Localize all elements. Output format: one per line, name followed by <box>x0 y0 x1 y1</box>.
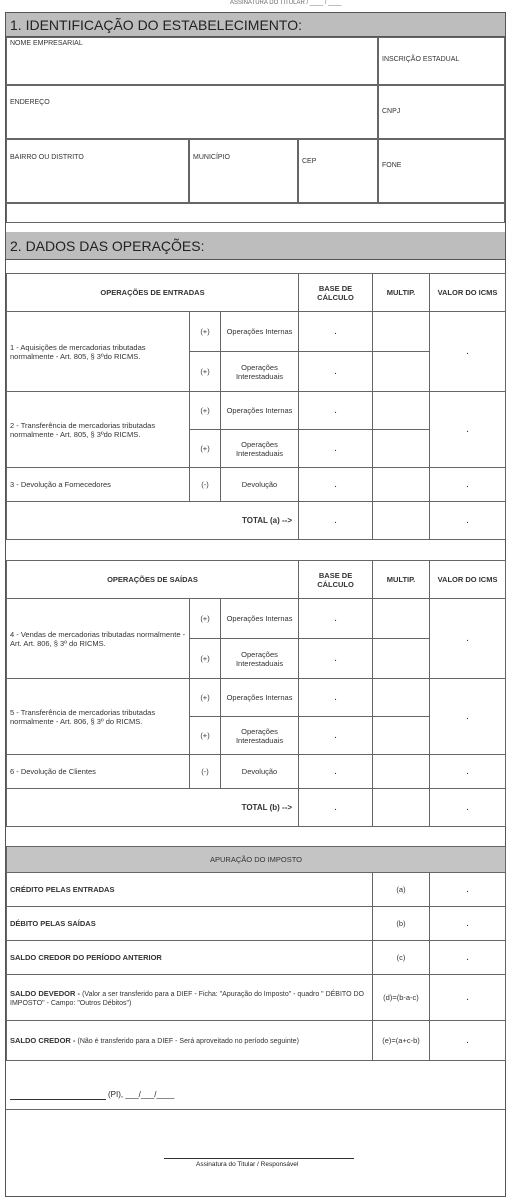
label-inscricao-estadual: INSCRIÇÃO ESTADUAL <box>382 56 460 63</box>
entradas-table <box>6 273 506 540</box>
footer-area <box>6 1109 505 1196</box>
label-endereco: ENDEREÇO <box>10 99 50 106</box>
saida-row-4-valor[interactable]: . <box>430 599 506 679</box>
field-cep[interactable] <box>298 139 378 203</box>
saidas-total-valor[interactable]: . <box>430 789 506 827</box>
saida-row-4-multip1[interactable] <box>373 599 430 639</box>
saida-row-6-valor[interactable]: . <box>430 755 506 789</box>
apuracao-row-credito-label: CRÉDITO PELAS ENTRADAS <box>7 873 373 907</box>
saida-row-5-multip2[interactable] <box>373 717 430 755</box>
section1-title <box>6 13 505 37</box>
saida-row-5-op1: Operações Internas <box>221 679 299 717</box>
field-fone[interactable] <box>378 139 505 203</box>
apuracao-row-debito-label: DÉBITO PELAS SAÍDAS <box>7 907 373 941</box>
apuracao-title: APURAÇÃO DO IMPOSTO <box>7 847 506 873</box>
entradas-total-valor[interactable]: . <box>430 502 506 540</box>
entrada-row-2-valor[interactable]: . <box>430 392 506 468</box>
apuracao-row-saldo-devedor-value[interactable]: . <box>430 975 506 1021</box>
apuracao-row-credito-code: (a) <box>373 873 430 907</box>
saida-row-5-base2[interactable]: . <box>299 717 373 755</box>
apuracao-row-saldo-devedor-note: (Valor a ser transferido para a DIEF - Ficha: "Apuração do Imposto" - quadro " DÉBITO DO IMPOSTO" - Campo: "Outros Débitos") <box>10 990 364 1007</box>
entrada-row-3-multip[interactable] <box>373 468 430 502</box>
apuracao-table <box>6 846 506 1061</box>
signature-label: Assinatura do Titular / Responsável <box>196 1161 299 1168</box>
saida-row-6-multip[interactable] <box>373 755 430 789</box>
apuracao-row-debito-code: (b) <box>373 907 430 941</box>
place-date-text: (PI), ___/___/____ <box>108 1090 175 1099</box>
col-base-calculo: BASE DE CÁLCULO <box>299 274 373 312</box>
section2-title <box>6 232 505 260</box>
entradas-total-base[interactable]: . <box>299 502 373 540</box>
label-cep: CEP <box>302 158 317 165</box>
entradas-total-label: TOTAL (a) --> <box>7 502 299 540</box>
entrada-row-1-valor[interactable]: . <box>430 312 506 392</box>
form-page <box>5 12 506 1197</box>
entrada-row-2-multip2[interactable] <box>373 430 430 468</box>
saida-row-5-sign1: (+) <box>190 679 221 717</box>
col-multip: MULTIP. <box>373 274 430 312</box>
entrada-row-2-base2[interactable]: . <box>299 430 373 468</box>
entrada-row-1-desc: 1 - Aquisições de mercadorias tributadas normalmente - Art. 805, § 3ºdo RICMS. <box>7 312 190 392</box>
apuracao-row-saldo-devedor-label: SALDO DEVEDOR - <box>10 988 83 998</box>
entrada-row-1-op1: Operações Internas <box>221 312 299 352</box>
field-cnpj[interactable] <box>378 85 505 139</box>
field-inscricao-estadual[interactable] <box>378 37 505 85</box>
col-base-calculo-2: BASE DE CÁLCULO <box>299 561 373 599</box>
label-cnpj: CNPJ <box>382 108 401 115</box>
label-bairro: BAIRRO OU DISTRITO <box>10 154 84 161</box>
saida-row-4-multip2[interactable] <box>373 639 430 679</box>
saidas-table <box>6 560 506 827</box>
apuracao-row-saldo-credor-code: (e)=(a+c-b) <box>373 1021 430 1061</box>
entrada-row-1-sign2: (+) <box>190 352 221 392</box>
entrada-row-3-desc: 3 - Devolução a Fornecedores <box>7 468 190 502</box>
saida-row-5-multip1[interactable] <box>373 679 430 717</box>
field-nome-empresarial[interactable] <box>6 37 378 85</box>
apuracao-row-saldo-devedor <box>7 975 373 1021</box>
saida-row-6-desc: 6 - Devolução de Clientes <box>7 755 190 789</box>
entrada-row-2-sign2: (+) <box>190 430 221 468</box>
entrada-row-2-op2: Operações Interestaduais <box>221 430 299 468</box>
apuracao-row-saldo-credor-value[interactable]: . <box>430 1021 506 1061</box>
apuracao-row-saldo-anterior-code: (c) <box>373 941 430 975</box>
apuracao-row-saldo-credor-note: (Não é transferido para a DIEF - Será aproveitado no período seguinte) <box>77 1038 299 1045</box>
saida-row-4-base2[interactable]: . <box>299 639 373 679</box>
saida-row-5-base1[interactable]: . <box>299 679 373 717</box>
col-valor-icms-2: VALOR DO ICMS <box>430 561 506 599</box>
apuracao-row-saldo-anterior-label: SALDO CREDOR DO PERÍODO ANTERIOR <box>7 941 373 975</box>
saida-row-5-sign2: (+) <box>190 717 221 755</box>
section2-title-text: 2. DADOS DAS OPERAÇÕES: <box>10 237 205 254</box>
entradas-header: OPERAÇÕES DE ENTRADAS <box>7 274 299 312</box>
entrada-row-1-base2[interactable]: . <box>299 352 373 392</box>
apuracao-row-saldo-credor-label: SALDO CREDOR - <box>10 1036 78 1045</box>
entrada-row-2-desc: 2 - Transferência de mercadorias tributadas normalmente - Art. 805, § 3ºdo RICMS. <box>7 392 190 468</box>
apuracao-row-credito-value[interactable]: . <box>430 873 506 907</box>
col-multip-2: MULTIP. <box>373 561 430 599</box>
entradas-total-multip[interactable] <box>373 502 430 540</box>
entrada-row-3-base[interactable]: . <box>299 468 373 502</box>
saida-row-5-op2: Operações Interestaduais <box>221 717 299 755</box>
saidas-total-base[interactable]: . <box>299 789 373 827</box>
place-line[interactable] <box>10 1099 106 1100</box>
field-municipio[interactable] <box>189 139 298 203</box>
entrada-row-1-base1[interactable]: . <box>299 312 373 352</box>
entrada-row-3-valor[interactable]: . <box>430 468 506 502</box>
spacer-row <box>6 203 505 223</box>
saida-row-4-base1[interactable]: . <box>299 599 373 639</box>
saida-row-4-op1: Operações Internas <box>221 599 299 639</box>
signature-line[interactable] <box>164 1158 354 1159</box>
saida-row-5-valor[interactable]: . <box>430 679 506 755</box>
entrada-row-3-sign1: (-) <box>190 468 221 502</box>
section1-title-text: 1. IDENTIFICAÇÃO DO ESTABELECIMENTO: <box>10 16 302 33</box>
entrada-row-1-multip2[interactable] <box>373 352 430 392</box>
entrada-row-2-multip1[interactable] <box>373 392 430 430</box>
col-valor-icms: VALOR DO ICMS <box>430 274 506 312</box>
top-header-text: ASSINATURA DO TITULAR / ____ / ____ <box>230 0 342 6</box>
entrada-row-2-base1[interactable]: . <box>299 392 373 430</box>
saidas-total-label: TOTAL (b) --> <box>7 789 299 827</box>
saida-row-4-op2: Operações Interestaduais <box>221 639 299 679</box>
apuracao-row-saldo-anterior-value[interactable]: . <box>430 941 506 975</box>
apuracao-row-debito-value[interactable]: . <box>430 907 506 941</box>
field-bairro[interactable] <box>6 139 189 203</box>
entrada-row-1-op2: Operações Interestaduais <box>221 352 299 392</box>
saidas-header: OPERAÇÕES DE SAÍDAS <box>7 561 299 599</box>
entrada-row-1-sign1: (+) <box>190 312 221 352</box>
saida-row-6-base[interactable]: . <box>299 755 373 789</box>
entrada-row-1-multip1[interactable] <box>373 312 430 352</box>
label-fone: FONE <box>382 162 402 169</box>
saida-row-6-sign1: (-) <box>190 755 221 789</box>
entrada-row-3-op1: Devolução <box>221 468 299 502</box>
saida-row-5-desc: 5 - Transferência de mercadorias tributadas normalmente - Art. 806, § 3º do RICMS. <box>7 679 190 755</box>
saidas-total-multip[interactable] <box>373 789 430 827</box>
label-municipio: MUNICÍPIO <box>193 154 230 161</box>
entrada-row-2-op1: Operações Internas <box>221 392 299 430</box>
saida-row-6-op1: Devolução <box>221 755 299 789</box>
saida-row-4-sign2: (+) <box>190 639 221 679</box>
entrada-row-2-sign1: (+) <box>190 392 221 430</box>
field-endereco[interactable] <box>6 85 378 139</box>
label-nome-empresarial: NOME EMPRESARIAL <box>10 40 83 47</box>
saida-row-4-desc: 4 - Vendas de mercadorias tributadas normalmente - Art. Art. 806, § 3º do RICMS. <box>7 599 190 679</box>
saida-row-4-sign1: (+) <box>190 599 221 639</box>
apuracao-row-saldo-devedor-code: (d)=(b-a-c) <box>373 975 430 1021</box>
apuracao-row-saldo-credor <box>7 1021 373 1061</box>
